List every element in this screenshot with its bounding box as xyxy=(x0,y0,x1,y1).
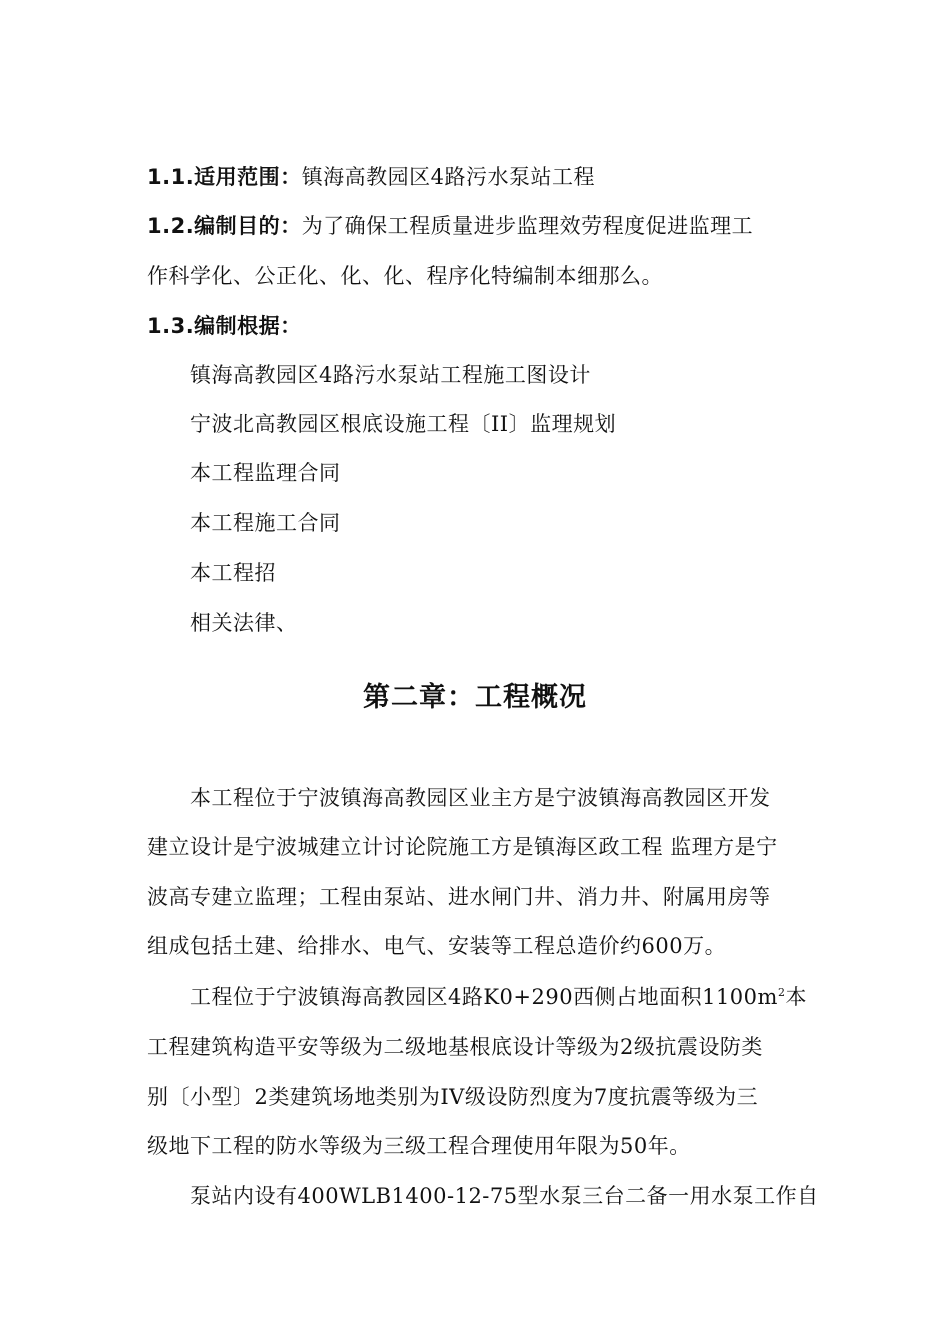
paragraph-2-line: 级地下工程的防水等级为三级工程合理使用年限为50年。 xyxy=(147,1134,691,1158)
section-1-1 xyxy=(147,163,595,191)
paragraph-2-line-1 xyxy=(190,983,807,1011)
paragraph-1-line: 组成包括土建、给排水、电气、安装等工程总造价约600万。 xyxy=(147,934,727,958)
paragraph-2-line: 工程建筑构造平安等级为二级地基根底设计等级为2级抗震设防类 xyxy=(147,1035,763,1059)
section-1-3-heading xyxy=(147,312,302,340)
basis-item: 本工程施工合同 xyxy=(190,511,341,535)
section-1-1-label: 1.1.适用范围： xyxy=(147,165,302,189)
basis-item: 相关法律、 xyxy=(190,611,298,635)
basis-item: 本工程招 xyxy=(190,561,276,585)
paragraph-2-text: 工程位于宁波镇海高教园区4路K0+290西侧占地面积1100m xyxy=(190,985,778,1009)
basis-item: 宁波北高教园区根底设施工程〔II〕监理规划 xyxy=(190,412,617,436)
paragraph-2-text-end: 本 xyxy=(785,985,807,1009)
basis-item: 镇海高教园区4路污水泵站工程施工图设计 xyxy=(190,363,591,387)
paragraph-1-line: 本工程位于宁波镇海高教园区业主方是宁波镇海高教园区开发 xyxy=(190,786,771,810)
section-1-1-text: 镇海高教园区4路污水泵站工程 xyxy=(301,165,596,189)
paragraph-1-line: 波高专建立监理；工程由泵站、进水闸门井、消力井、附属用房等 xyxy=(147,885,771,909)
section-1-2-line-1 xyxy=(147,212,753,240)
superscript: 2 xyxy=(777,986,786,999)
basis-item: 本工程监理合同 xyxy=(190,461,341,485)
paragraph-3-line: 泵站内设有400WLB1400-12-75型水泵三台二备一用水泵工作自 xyxy=(190,1184,819,1208)
section-1-2-line-2: 作科学化、公正化、化、化、程序化特编制本细那么。 xyxy=(147,264,663,288)
section-1-2-label: 1.2.编制目的： xyxy=(147,214,302,238)
section-1-3-label: 1.3.编制根据： xyxy=(147,314,302,338)
section-1-2-text-1: 为了确保工程质量进步监理效劳程度促进监理工 xyxy=(301,214,754,238)
chapter-title: 第二章：工程概况 xyxy=(363,682,587,713)
paragraph-2-line: 别〔小型〕2类建筑场地类别为IV级设防烈度为7度抗震等级为三 xyxy=(147,1085,759,1109)
paragraph-1-line: 建立设计是宁波城建立计讨论院施工方是镇海区政工程 监理方是宁 xyxy=(147,835,778,859)
